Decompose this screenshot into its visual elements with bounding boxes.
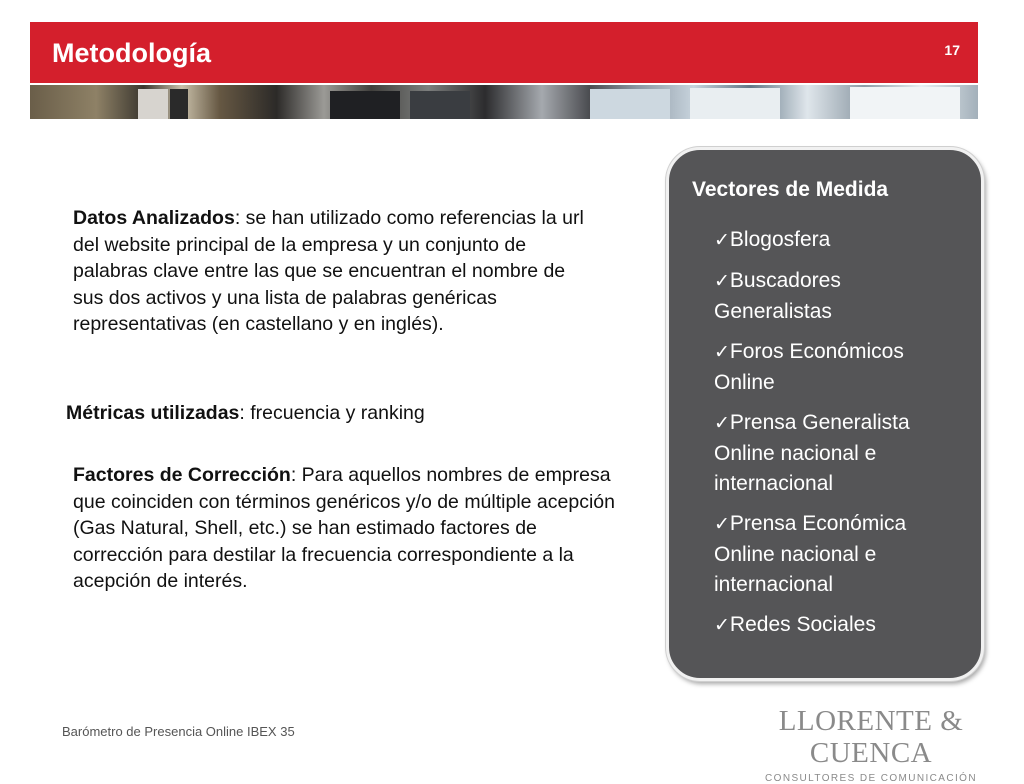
panel-title: Vectores de Medida bbox=[692, 178, 889, 201]
list-item: ✓Prensa Generalista Online nacional e internacional bbox=[714, 411, 910, 495]
header-photo-strip bbox=[30, 85, 978, 119]
footer-text: Barómetro de Presencia Online IBEX 35 bbox=[62, 724, 295, 739]
vectores-panel bbox=[666, 147, 984, 681]
bullet-text: : se han utilizado como referencias la url del website principal de la empresa y un conjunto de palabras clave entre las que se encuentran el nombre de sus dos activos y una lista de palabras genéricas representativas (en castellano y en inglés). bbox=[73, 207, 584, 335]
page-number: 17 bbox=[944, 42, 960, 58]
list-item: ✓Prensa Económica Online nacional e internacional bbox=[714, 512, 907, 596]
bullet-factores-correccion bbox=[73, 462, 618, 595]
title-bar bbox=[30, 22, 978, 83]
bullet-metricas-utilizadas bbox=[66, 400, 606, 427]
check-icon: ✓ bbox=[714, 413, 730, 434]
check-icon: ✓ bbox=[714, 342, 730, 363]
bullet-heading: Métricas utilizadas bbox=[66, 402, 240, 424]
slide-title: Metodología bbox=[52, 38, 211, 68]
vectores-list bbox=[714, 225, 964, 651]
bullet-datos-analizados bbox=[73, 205, 593, 338]
list-item: ✓Blogosfera bbox=[714, 228, 831, 251]
list-item: ✓Redes Sociales bbox=[714, 613, 876, 636]
bullet-heading: Datos Analizados bbox=[73, 207, 235, 229]
bullet-text: : Para aquellos nombres de empresa que coinciden con términos genéricos y/o de múltiple acepción (Gas Natural, Shell, etc.) se han estimado factores de corrección para destilar la frecuencia correspondiente a la acepción de interés. bbox=[73, 464, 615, 592]
check-icon: ✓ bbox=[714, 615, 730, 636]
check-icon: ✓ bbox=[714, 514, 730, 535]
logo-name: LLORENTE & CUENCA bbox=[778, 705, 964, 769]
logo-tagline: CONSULTORES DE COMUNICACIÓN bbox=[765, 773, 977, 784]
check-icon: ✓ bbox=[714, 271, 730, 292]
check-icon: ✓ bbox=[714, 230, 730, 251]
list-item: ✓Foros Económicos Online bbox=[714, 340, 904, 394]
company-logo bbox=[733, 705, 1009, 784]
list-item: ✓Buscadores Generalistas bbox=[714, 269, 841, 323]
bullet-heading: Factores de Corrección bbox=[73, 464, 291, 486]
bullet-text: : frecuencia y ranking bbox=[239, 402, 425, 424]
